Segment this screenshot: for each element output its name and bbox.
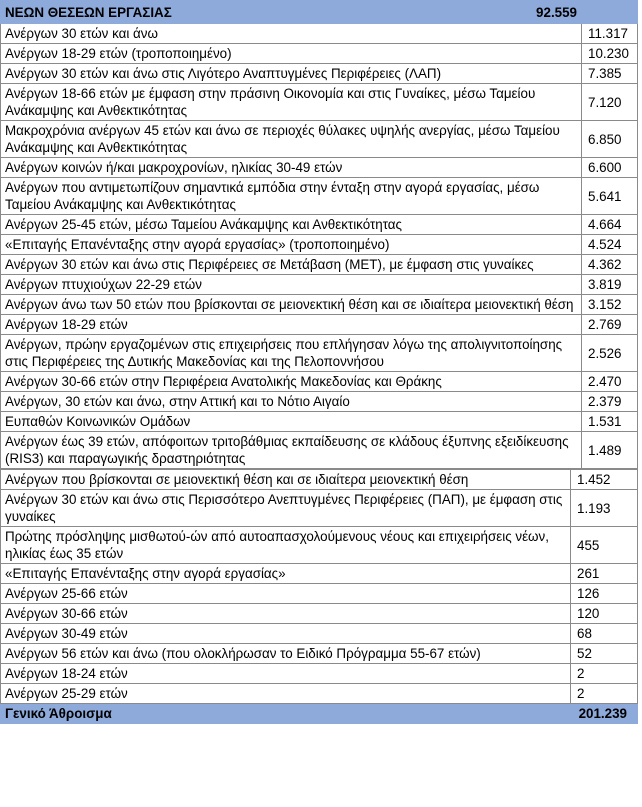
- row-value: 10.230: [582, 44, 638, 64]
- table-row: [1, 64, 638, 84]
- table-row: [1, 158, 638, 178]
- row-value: 261: [571, 564, 638, 584]
- row-value: 2.470: [582, 372, 638, 392]
- row-value: 1.452: [571, 470, 638, 490]
- row-label: Ανέργων 30-66 ετών: [1, 604, 571, 624]
- row-value: 2.769: [582, 315, 638, 335]
- grand-total-label: Γενικό Άθροισμα: [1, 704, 571, 724]
- table-row: [1, 275, 638, 295]
- row-value: 2.526: [582, 335, 638, 372]
- row-label: Ανέργων, πρώην εργαζομένων στις επιχειρήσεις που επλήγησαν λόγω της απολιγνιτοποίησης στις Περιφέρειες της Δυτικής Μακεδονίας και της Πελοποννήσου: [1, 335, 582, 372]
- row-value: 3.152: [582, 295, 638, 315]
- header-title: ΝΕΩΝ ΘΕΣΕΩΝ ΕΡΓΑΣΙΑΣ: [5, 4, 172, 20]
- row-value: 1.489: [582, 432, 638, 469]
- row-label: Ανέργων έως 39 ετών, απόφοιτων τριτοβάθμιας εκπαίδευσης σε κλάδους έξυπνης εξειδίκευσης (RIS3) και παραγωγικής δραστηριότητας: [1, 432, 582, 469]
- row-label: Ανέργων 56 ετών και άνω (που ολοκλήρωσαν το Ειδικό Πρόγραμμα 55-67 ετών): [1, 644, 571, 664]
- row-value: 4.664: [582, 215, 638, 235]
- row-label: Ανέργων που αντιμετωπίζουν σημαντικά εμπόδια στην ένταξη στην αγορά εργασίας, μέσω Ταμείου Ανάκαμψης και Ανθεκτικότητας: [1, 178, 582, 215]
- row-value: 4.524: [582, 235, 638, 255]
- row-label: Ανέργων 18-29 ετών: [1, 315, 582, 335]
- header-title-cell: [1, 1, 638, 24]
- row-label: Ανέργων 30 ετών και άνω στις Περιφέρειες σε Μετάβαση (ΜΕΤ), με έμφαση στις γυναίκες: [1, 255, 582, 275]
- table-row: [1, 84, 638, 121]
- table-row: [1, 527, 638, 564]
- table-row: [1, 315, 638, 335]
- jobs-table-lower: [0, 469, 638, 724]
- row-label: Ανέργων 30 ετών και άνω στις Περισσότερο Ανεπτυγμένες Περιφέρειες (ΠΑΠ), με έμφαση στις γυναίκες: [1, 490, 571, 527]
- row-value: 455: [571, 527, 638, 564]
- row-label: Ανέργων 30 ετών και άνω: [1, 24, 582, 44]
- row-label: Ανέργων 30-49 ετών: [1, 624, 571, 644]
- row-label: Μακροχρόνια ανέργων 45 ετών και άνω σε περιοχές θύλακες υψηλής ανεργίας, μέσω Ταμείου Ανάκαμψης και Ανθεκτικότητας: [1, 121, 582, 158]
- header-row: [1, 1, 638, 24]
- table-row: [1, 372, 638, 392]
- row-value: 2: [571, 664, 638, 684]
- row-label: Ανέργων άνω των 50 ετών που βρίσκονται σε μειονεκτική θέση και σε ιδιαίτερα μειονεκτική θέση: [1, 295, 582, 315]
- row-label: Ανέργων 25-29 ετών: [1, 684, 571, 704]
- row-label: Ανέργων 18-66 ετών με έμφαση στην πράσινη Οικονομία και στις Γυναίκες, μέσω Ταμείου Ανάκαμψης και Ανθεκτικότητας: [1, 84, 582, 121]
- row-label: Ανέργων, 30 ετών και άνω, στην Αττική και το Νότιο Αιγαίο: [1, 392, 582, 412]
- row-value: 2: [571, 684, 638, 704]
- table-row: [1, 664, 638, 684]
- row-label: Ανέργων που βρίσκονται σε μειονεκτική θέση και σε ιδιαίτερα μειονεκτική θέση: [1, 470, 571, 490]
- row-label: Ανέργων κοινών ή/και μακροχρονίων, ηλικίας 30-49 ετών: [1, 158, 582, 178]
- row-label: Ανέργων πτυχιούχων 22-29 ετών: [1, 275, 582, 295]
- row-label: Πρώτης πρόσληψης μισθωτού-ών από αυτοαπασχολούμενους νέους και επιχειρήσεις νέων, ηλικίας έως 35 ετών: [1, 527, 571, 564]
- grand-total-value: 201.239: [571, 704, 638, 724]
- row-label: «Επιταγής Επανένταξης στην αγορά εργασίας»: [1, 564, 571, 584]
- row-value: 4.362: [582, 255, 638, 275]
- table-row: [1, 584, 638, 604]
- row-label: «Επιταγής Επανένταξης στην αγορά εργασίας» (τροποποιημένο): [1, 235, 582, 255]
- row-value: 6.600: [582, 158, 638, 178]
- table-row: [1, 564, 638, 584]
- row-label: Ανέργων 18-29 ετών (τροποποιημένο): [1, 44, 582, 64]
- row-value: 120: [571, 604, 638, 624]
- table-row: [1, 644, 638, 664]
- row-value: 1.531: [582, 412, 638, 432]
- row-label: Ανέργων 18-24 ετών: [1, 664, 571, 684]
- row-value: 7.385: [582, 64, 638, 84]
- row-label: Ευπαθών Κοινωνικών Ομάδων: [1, 412, 582, 432]
- row-value: 1.193: [571, 490, 638, 527]
- table-row: [1, 392, 638, 412]
- row-value: 3.819: [582, 275, 638, 295]
- table-row: [1, 235, 638, 255]
- row-value: 2.379: [582, 392, 638, 412]
- table-row: [1, 44, 638, 64]
- table-row: [1, 470, 638, 490]
- table-row: [1, 335, 638, 372]
- row-label: Ανέργων 25-45 ετών, μέσω Ταμείου Ανάκαμψης και Ανθεκτικότητας: [1, 215, 582, 235]
- table-row: [1, 24, 638, 44]
- table-row: [1, 178, 638, 215]
- table-row: [1, 624, 638, 644]
- table-row: [1, 604, 638, 624]
- row-value: 11.317: [582, 24, 638, 44]
- row-value: 6.850: [582, 121, 638, 158]
- row-value: 52: [571, 644, 638, 664]
- table-row: [1, 121, 638, 158]
- row-label: Ανέργων 30-66 ετών στην Περιφέρεια Ανατολικής Μακεδονίας και Θράκης: [1, 372, 582, 392]
- table-row: [1, 412, 638, 432]
- table-row: [1, 490, 638, 527]
- row-value: 5.641: [582, 178, 638, 215]
- table-row: [1, 255, 638, 275]
- row-label: Ανέργων 30 ετών και άνω στις Λιγότερο Αναπτυγμένες Περιφέρειες (ΛΑΠ): [1, 64, 582, 84]
- row-value: 126: [571, 584, 638, 604]
- grand-total-row: [1, 704, 638, 724]
- row-value: 7.120: [582, 84, 638, 121]
- header-total: 92.559: [536, 4, 578, 20]
- row-label: Ανέργων 25-66 ετών: [1, 584, 571, 604]
- table-row: [1, 684, 638, 704]
- table-row: [1, 215, 638, 235]
- table-row: [1, 295, 638, 315]
- row-value: 68: [571, 624, 638, 644]
- table-row: [1, 432, 638, 469]
